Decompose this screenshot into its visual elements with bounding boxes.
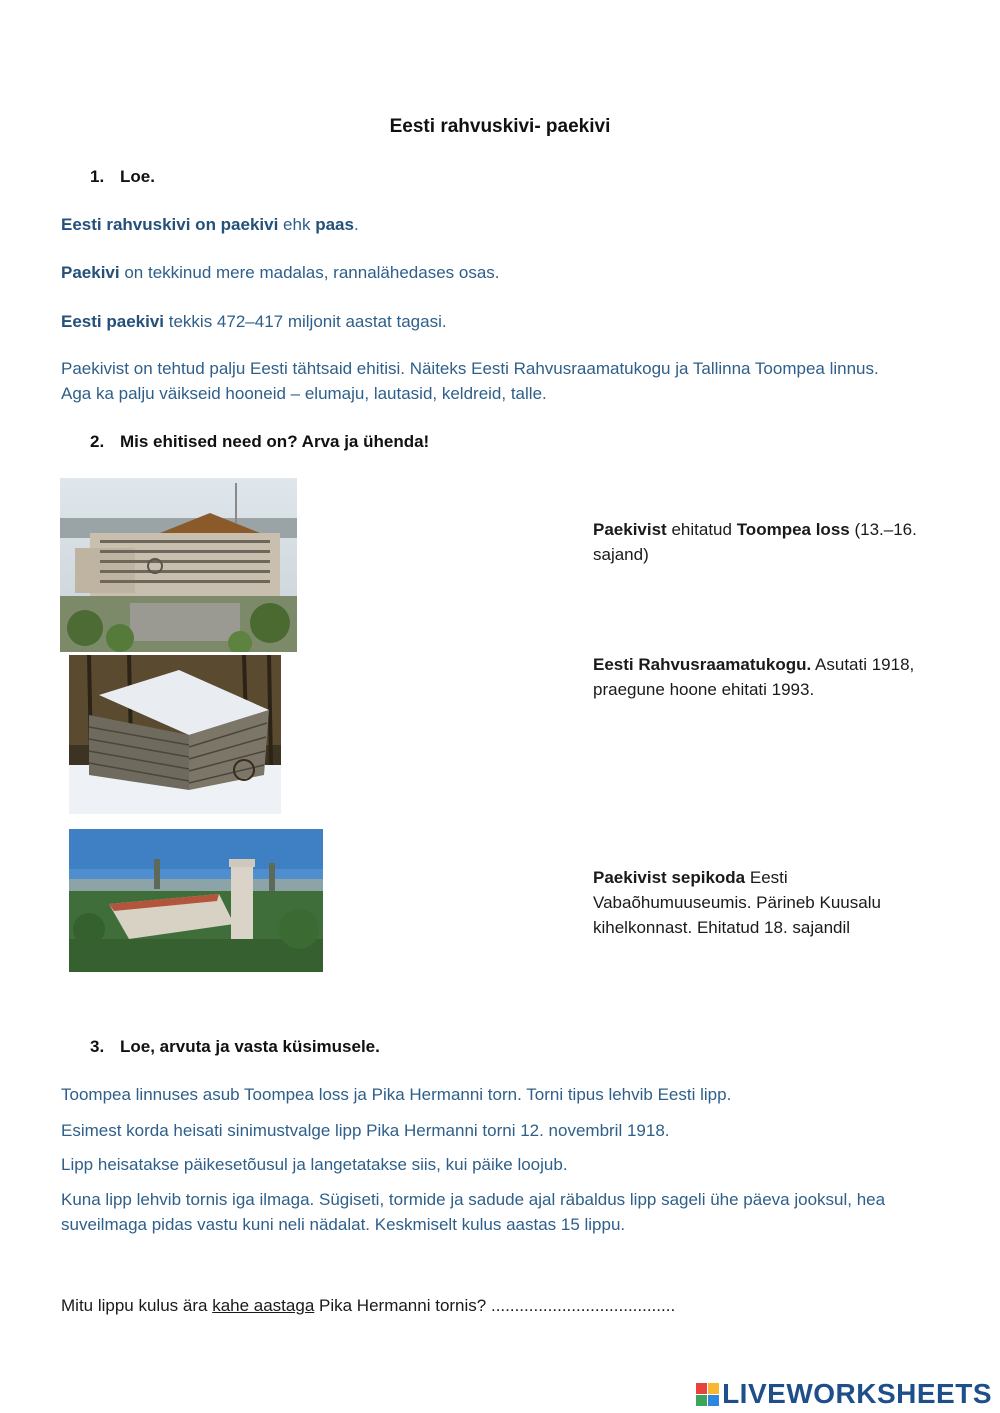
page-title: Eesti rahvuskivi- paekivi xyxy=(389,116,611,137)
section1-heading xyxy=(90,167,155,187)
section3-paragraph xyxy=(61,1187,885,1237)
section2-number: 2. xyxy=(90,432,105,451)
stone-smithy-photo[interactable] xyxy=(69,655,281,814)
section3-para-line-1: Kuna lipp lehvib tornis iga ilmaga. Sügiseti, tormide ja sadude ajal räbaldus lipp sageli ühe päeva jooksul, hea xyxy=(61,1190,886,1209)
question-line xyxy=(61,1296,675,1316)
section3-heading xyxy=(90,1037,380,1057)
answer-blank[interactable]: ....................................... xyxy=(490,1296,676,1315)
p2-text: on tekkinud mere madalas, rannalähedases osas. xyxy=(119,263,500,282)
section1-number: 1. xyxy=(90,167,105,186)
national-library-photo[interactable] xyxy=(60,478,297,652)
p2-bold: Paekivi xyxy=(61,263,120,282)
question-underlined: kahe aastaga xyxy=(212,1296,315,1315)
p4-line-1: Paekivist on tehtud palju Eesti tähtsaid ehitisi. Näiteks Eesti Rahvusraamatukogu ja Tallinna Toompea linnus. xyxy=(61,359,879,378)
match3-bold: Paekivist sepikoda xyxy=(593,868,746,887)
match-item-toompea[interactable] xyxy=(593,517,943,567)
match-item-library[interactable] xyxy=(593,652,943,702)
section3-number: 3. xyxy=(90,1037,105,1056)
section2-heading xyxy=(90,432,429,452)
paragraph-2 xyxy=(61,260,500,285)
paragraph-1 xyxy=(61,212,359,237)
match1-bold-1: Paekivist xyxy=(593,520,667,539)
question-text-2: Pika Hermanni tornis? xyxy=(314,1296,491,1315)
match1-bold-2: Toompea loss xyxy=(736,520,850,539)
p1-bold-2: paas xyxy=(315,215,354,234)
paragraph-4 xyxy=(61,356,879,406)
p3-text: tekkis 472–417 miljonit aastat tagasi. xyxy=(164,312,447,331)
section3-line-2: Esimest korda heisati sinimustvalge lipp Pika Hermanni torni 12. novembril 1918. xyxy=(61,1121,670,1140)
section3-title: Loe, arvuta ja vasta küsimusele. xyxy=(120,1037,380,1056)
paragraph-3 xyxy=(61,309,447,334)
section2-title: Mis ehitised need on? Arva ja ühenda! xyxy=(120,432,430,451)
match2-text: Asutati 1918, praegune hoone ehitati 1993. xyxy=(593,655,915,699)
toompea-castle-photo[interactable] xyxy=(69,829,323,972)
match2-bold: Eesti Rahvusraamatukogu. xyxy=(593,655,812,674)
p4-line-2: Aga ka palju väikseid hooneid – elumaju, lautasid, keldreid, talle. xyxy=(61,384,547,403)
section3-line-1: Toompea linnuses asub Toompea loss ja Pika Hermanni torn. Torni tipus lehvib Eesti lipp. xyxy=(61,1085,732,1104)
match1-text-1: ehitatud xyxy=(666,520,737,539)
logo-text: LIVEWORKSHEETS xyxy=(722,1378,992,1409)
match-item-smithy[interactable] xyxy=(593,865,923,940)
p1-bold-1: Eesti rahvuskivi on paekivi xyxy=(61,215,279,234)
section1-title: Loe. xyxy=(120,167,155,186)
logo-mark-icon xyxy=(696,1383,719,1406)
liveworksheets-logo[interactable] xyxy=(696,1378,992,1410)
match3-text: Eesti Vabaõhumuuseumis. Pärineb Kuusalu kihelkonnast. Ehitatud 18. sajandil xyxy=(593,868,881,937)
p1-text-2: . xyxy=(353,215,359,234)
p3-bold: Eesti paekivi xyxy=(61,312,165,331)
p1-text-1: ehk xyxy=(278,215,316,234)
match1-text-2: (13.–16. sajand) xyxy=(593,520,917,564)
question-text-1: Mitu lippu kulus ära xyxy=(61,1296,213,1315)
section3-line-3: Lipp heisatakse päikesetõusul ja langetatakse siis, kui päike loojub. xyxy=(61,1155,568,1174)
section3-para-line-2: suveilmaga pidas vastu kuni neli nädalat. Keskmiselt kulus aastas 15 lippu. xyxy=(61,1215,626,1234)
